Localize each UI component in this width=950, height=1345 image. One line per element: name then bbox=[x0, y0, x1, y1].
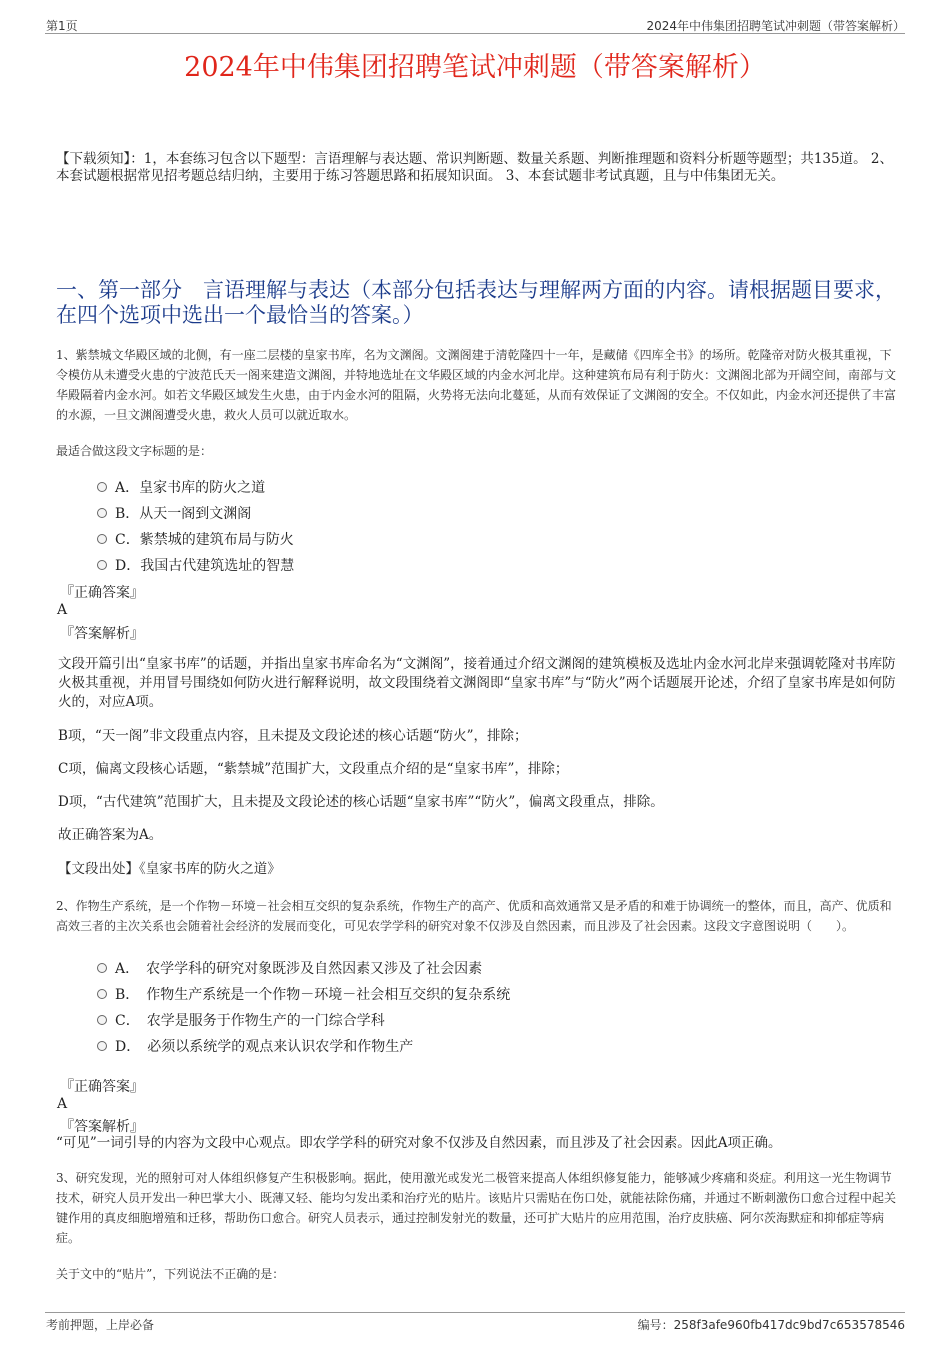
q2-analysis-label: 『答案解析』 bbox=[60, 1119, 144, 1135]
header-rule bbox=[45, 33, 905, 34]
q1-conclusion: 故正确答案为A。 bbox=[58, 827, 163, 843]
question-3-stem: 3、研究发现，光的照射可对人体组织修复产生积极影响。据此，使用激光或发光二极管来提高人体组织修复能力，能够减少疼痛和炎症。利用这一光生物调节技术，研究人员开发出一种巴掌大小、既薄又轻、能均匀发出柔和治疗光的贴片。该贴片只需贴在伤口处，就能祛除伤痛，并通过不断刺激伤口愈合过程中起关键作用的真皮细胞增殖和迁移，帮助伤口愈合。研究人员表示，通过控制发射光的数量，还可扩大贴片的应用范围，治疗皮肤癌、阿尔茨海默症和抑郁症等病症。 bbox=[56, 1171, 897, 1245]
footer-slogan: 考前押题，上岸必备 bbox=[46, 1318, 155, 1332]
q1-answer: A bbox=[57, 602, 68, 618]
radio-icon[interactable] bbox=[97, 1041, 107, 1051]
q2-option-a[interactable]: A． 农学学科的研究对象既涉及自然因素又涉及了社会因素 bbox=[97, 958, 482, 978]
q2-answer-label: 『正确答案』 bbox=[60, 1079, 144, 1095]
footer-rule bbox=[45, 1312, 905, 1313]
radio-icon[interactable] bbox=[97, 1015, 107, 1025]
q1-analysis-label: 『答案解析』 bbox=[60, 626, 144, 642]
radio-icon[interactable] bbox=[97, 989, 107, 999]
radio-icon[interactable] bbox=[97, 963, 107, 973]
page-number: 第1页 bbox=[46, 19, 78, 33]
question-2-stem: 2、作物生产系统，是一个作物－环境－社会相互交织的复杂系统，作物生产的高产、优质和高效通常又是矛盾的和难于协调统一的整体，而且，高产、优质和高效三者的主次关系也会随着社会经济的发展而变化，可见农学学科的研究对象不仅涉及自然因素，而且涉及了社会因素。这段文字意图说明（ ）。 bbox=[56, 899, 892, 933]
q2-answer: A bbox=[57, 1096, 68, 1112]
q1-analysis-d: D项，“古代建筑”范围扩大，且未提及文段论述的核心话题“皇家书库”“防火”，偏离文段重点，排除。 bbox=[58, 794, 664, 810]
q1-analysis-main: 文段开篇引出“皇家书库”的话题，并指出皇家书库命名为“文渊阁”，接着通过介绍文渊阁的建筑模板及选址内金水河北岸来强调乾隆对书库防火极其重视，并用冒号围绕如何防火进行解释说明，故文段围绕着文渊阁即“皇家书库”与“防火”两个话题展开论述，介绍了皇家书库是如何防火的，对应A项。 bbox=[58, 656, 896, 710]
document-title: 2024年中伟集团招聘笔试冲刺题（带答案解析） bbox=[184, 52, 766, 83]
q1-option-c[interactable]: C．紫禁城的建筑布局与防火 bbox=[97, 529, 294, 549]
question-1-stem: 1、紫禁城文华殿区域的北侧，有一座二层楼的皇家书库，名为文渊阁。文渊阁建于清乾隆四十一年，是藏储《四库全书》的场所。乾隆帝对防火极其重视，下令模仿从未遭受火患的宁波范氏天一阁来建造文渊阁，并特地选址在文华殿区域的内金水河北岸。这种建筑布局有利于防火：文渊阁北部为开阔空间，南部与文华殿隔着内金水河。如若文华殿区域发生火患，由于内金水河的阻隔，火势将无法向北蔓延，从而有效保证了文渊阁的安全。不仅如此，内金水河还提供了丰富的水源，一旦文渊阁遭受火患，救火人员可以就近取水。 bbox=[56, 348, 897, 422]
radio-icon[interactable] bbox=[97, 534, 107, 544]
q2-option-c[interactable]: C． 农学是服务于作物生产的一门综合学科 bbox=[97, 1010, 385, 1030]
footer-code: 编号：258f3afe960fb417dc9bd7c653578546 bbox=[637, 1318, 905, 1332]
radio-icon[interactable] bbox=[97, 482, 107, 492]
q2-option-b[interactable]: B． 作物生产系统是一个作物－环境－社会相互交织的复杂系统 bbox=[97, 984, 510, 1004]
q1-analysis-b: B项，“天一阁”非文段重点内容，且未提及文段论述的核心话题“防火”，排除； bbox=[58, 728, 528, 744]
q1-analysis-c: C项，偏离文段核心话题，“紫禁城”范围扩大，文段重点介绍的是“皇家书库”，排除； bbox=[58, 761, 569, 777]
q1-option-a[interactable]: A．皇家书库的防火之道 bbox=[97, 477, 265, 497]
q1-source: 【文段出处】《皇家书库的防火之道》 bbox=[58, 861, 281, 877]
running-title: 2024年中伟集团招聘笔试冲刺题（带答案解析） bbox=[646, 19, 905, 33]
radio-icon[interactable] bbox=[97, 508, 107, 518]
q2-option-d[interactable]: D． 必须以系统学的观点来认识农学和作物生产 bbox=[97, 1036, 413, 1056]
download-notice: 【下载须知】：1，本套练习包含以下题型：言语理解与表达题、常识判断题、数量关系题、判断推理题和资料分析题等题型；共135道。 2、本套试题根据常见招考题总结归纳，主要用于练习答题思路和拓展知识面。 3、本套试题非考试真题，且与中伟集团无关。 bbox=[56, 151, 893, 184]
question-3-prompt: 关于文中的“贴片”，下列说法不正确的是： bbox=[56, 1267, 285, 1281]
radio-icon[interactable] bbox=[97, 560, 107, 570]
question-1-prompt: 最适合做这段文字标题的是： bbox=[56, 444, 213, 458]
q1-answer-label: 『正确答案』 bbox=[60, 585, 144, 601]
q1-option-b[interactable]: B．从天一阁到文渊阁 bbox=[97, 503, 251, 523]
q1-option-d[interactable]: D．我国古代建筑选址的智慧 bbox=[97, 555, 294, 575]
section-heading: 一、第一部分 言语理解与表达（本部分包括表达与理解两方面的内容。请根据题目要求，在四个选项中选出一个最恰当的答案。） bbox=[56, 278, 896, 327]
q2-analysis: “可见”一词引导的内容为文段中心观点。即农学学科的研究对象不仅涉及自然因素，而且涉及了社会因素。因此A项正确。 bbox=[56, 1135, 782, 1151]
